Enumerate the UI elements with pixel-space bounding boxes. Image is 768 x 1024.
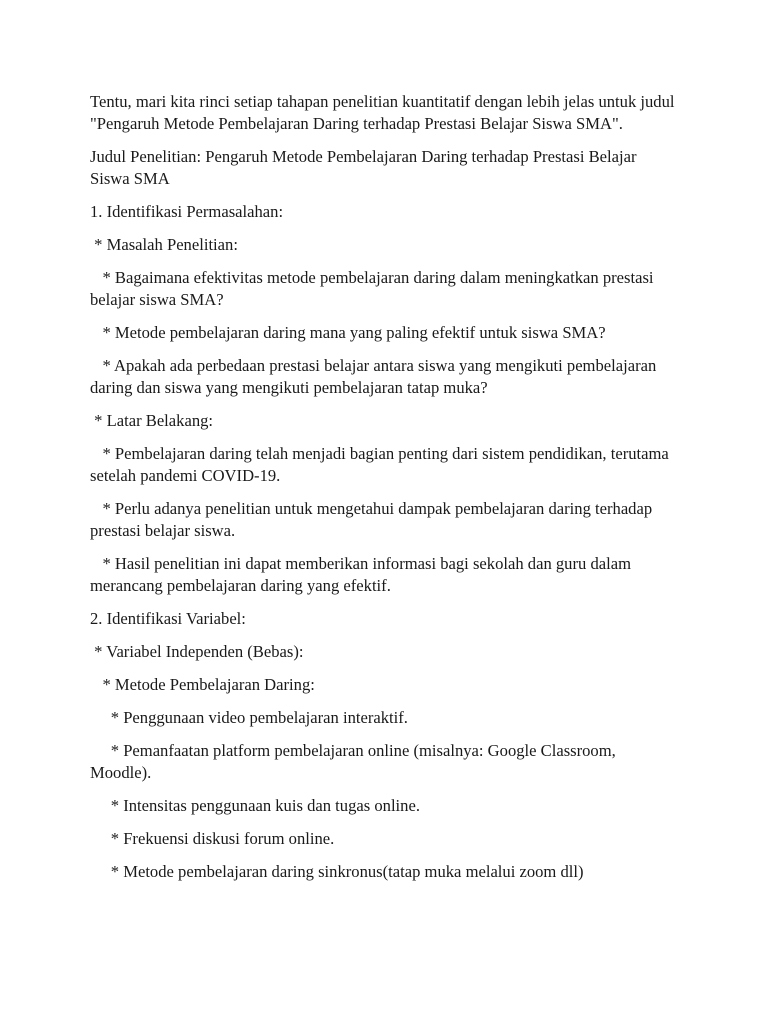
intro-paragraph: Tentu, mari kita rinci setiap tahapan penelitian kuantitatif dengan lebih jelas untuk judul "Pengaruh Metode Pembelajaran Daring terhadap Prestasi Belajar Siswa SMA". xyxy=(90,92,679,133)
list-item: * Hasil penelitian ini dapat memberikan informasi bagi sekolah dan guru dalam merancang pembelajaran daring yang efektif. xyxy=(90,554,636,595)
list-item: * Frekuensi diskusi forum online. xyxy=(90,829,335,848)
list-item: * Penggunaan video pembelajaran interaktif. xyxy=(90,708,408,727)
section-heading-1: 1. Identifikasi Permasalahan: xyxy=(90,202,284,221)
list-item: * Metode pembelajaran daring sinkronus(tatap muka melalui zoom dll) xyxy=(90,862,584,881)
list-item: * Bagaimana efektivitas metode pembelajaran daring dalam meningkatkan prestasi belajar siswa SMA? xyxy=(90,268,658,309)
document-page xyxy=(90,91,680,894)
list-item: * Metode pembelajaran daring mana yang paling efektif untuk siswa SMA? xyxy=(90,323,606,342)
list-item: * Apakah ada perbedaan prestasi belajar antara siswa yang mengikuti pembelajaran daring dan siswa yang mengikuti pembelajaran tatap muka? xyxy=(90,356,661,397)
list-item: * Pembelajaran daring telah menjadi bagian penting dari sistem pendidikan, terutama setelah pandemi COVID-19. xyxy=(90,444,673,485)
list-item: * Perlu adanya penelitian untuk mengetahui dampak pembelajaran daring terhadap prestasi belajar siswa. xyxy=(90,499,657,540)
subsection-masalah: * Masalah Penelitian: xyxy=(90,235,238,254)
section-heading-2: 2. Identifikasi Variabel: xyxy=(90,609,246,628)
list-item: * Metode Pembelajaran Daring: xyxy=(90,675,315,694)
subsection-variabel-independen: * Variabel Independen (Bebas): xyxy=(90,642,304,661)
subsection-latar-belakang: * Latar Belakang: xyxy=(90,411,214,430)
list-item: * Pemanfaatan platform pembelajaran online (misalnya: Google Classroom, Moodle). xyxy=(90,741,620,782)
list-item: * Intensitas penggunaan kuis dan tugas online. xyxy=(90,796,420,815)
research-title: Judul Penelitian: Pengaruh Metode Pembelajaran Daring terhadap Prestasi Belajar Siswa SMA xyxy=(90,147,641,188)
